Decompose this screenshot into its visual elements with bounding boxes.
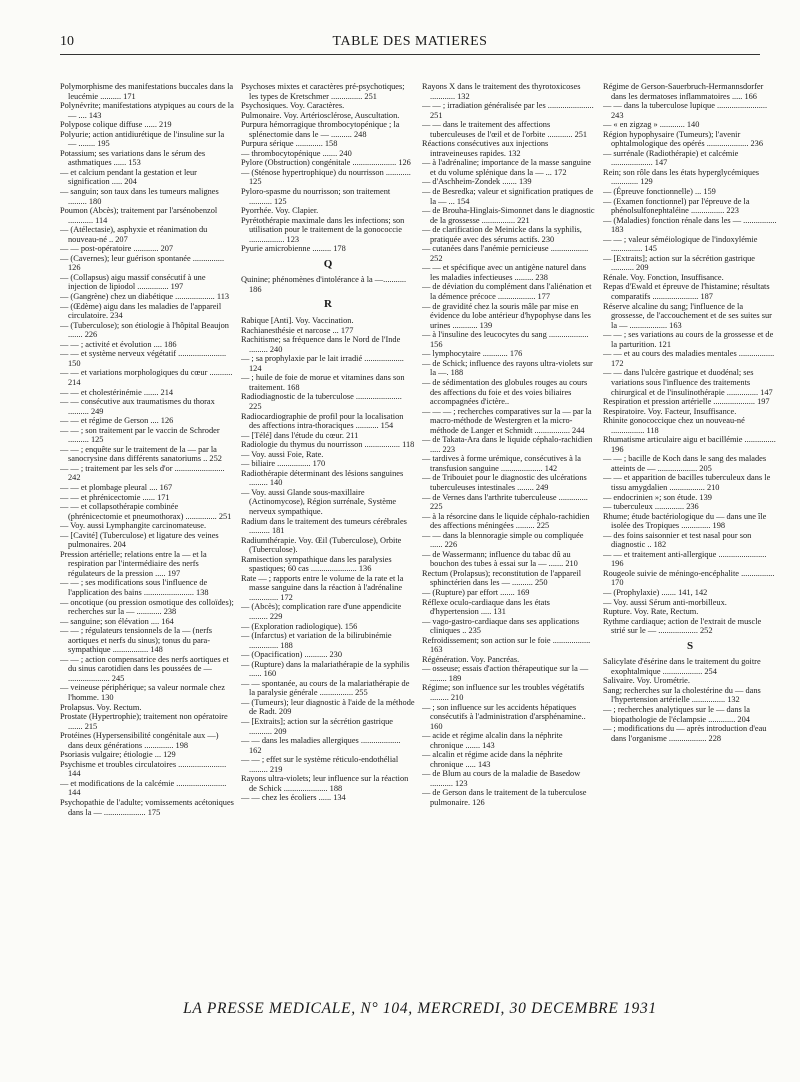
index-entry: Ramisection sympathique dans les paralysies spastiques; 60 cas ...................... 136 — [241, 554, 392, 574]
index-entry: — tardives à forme urémique, consécutives à la transfusion sanguine .................... 142 — [422, 454, 581, 473]
index-entry: — acide et régime alcalin dans la néphrite chronique ....... 143 — [422, 731, 563, 750]
index-entry: — Voy. aussi Glande sous-maxillaire (Actinomycose), Région surrénale, Système nerveux sympathique. — [241, 487, 397, 516]
index-entry: — — et apparition de bacilles tuberculeux dans le tissu amygdalien ................. 210 — [603, 473, 771, 492]
index-entry: — de clarification de Meinicke dans la syphilis, pratiquée avec des sérums actifs. 230 — [422, 225, 582, 244]
index-entry: Régénération. Voy. Pancréas. — [422, 654, 520, 664]
index-entry: Région hypophysaire (Tumeurs); l'avenir ophtalmologique des opérés .................... 236 — [603, 129, 764, 149]
index-entry: — tuberculeux .............. 236 — [603, 502, 699, 512]
section-letter: Q — [323, 257, 333, 270]
index-entry: — (Infarctus) et variation de la bilirubinémie .............. 188 — [241, 631, 392, 650]
index-entry: — (Épreuve fonctionnelle) ... 159 — [603, 187, 716, 197]
index-entry: — (Atélectasie), asphyxie et réanimation du nouveau-né .. 207 — [60, 225, 208, 244]
index-entry: Rougeole suivie de méningo-encéphalite ................ 170 — [603, 568, 775, 588]
index-entry: Radiodiagnostic de la tuberculose ...................... 225 — [241, 392, 402, 411]
index-entry: — thrombocytopénique ....... 240 — [241, 148, 352, 158]
index-entry: — — ; irradiation généralisée par les ...................... 251 — [422, 101, 594, 120]
index-entry: — — dans la tuberculose lupique ........................ 243 — [603, 101, 768, 120]
index-entry: — (Tuberculose); son étiologie à l'hôpital Beaujon ....... 226 — [60, 320, 229, 340]
index-entry: — (Collapsus) aigu massif consécutif à une injection de lipiodol ............... 197 — [60, 272, 206, 292]
index-entry: — (Rupture) dans la malariathérapie de la syphilis ...... 160 — [241, 659, 410, 679]
index-entry: Pyloro-spasme du nourrisson; son traitement ........... 125 — [241, 187, 391, 206]
index-entry: Salicylate d'ésérine dans le traitement du goitre exophtalmique ................... 254 — [603, 657, 761, 676]
index-entry: Rate — ; rapports entre le volume de la rate et la masse sanguine dans la réaction à l'adrénaline .............. 172 — [241, 573, 404, 602]
index-column-1 — [60, 82, 234, 982]
index-entry: — — ; effet sur le système réticulo-endothélial ......... 219 — [241, 755, 399, 774]
index-entry: — — et spécifique avec un antigène naturel dans les maladies infectieuses ......... 238 — [422, 263, 587, 282]
index-entry: Radium dans le traitement des tumeurs cérébrales .......... 181 — [241, 516, 407, 536]
index-entry: Potassium; ses variations dans le sérum des asthmatiques ...... 153 — [60, 148, 206, 168]
index-entry: Quinine; phénomènes d'intolérance à la —........... 186 — [241, 275, 407, 294]
index-entry: — de Brouha-Hinglais-Simonnet dans le diagnostic de la grossesse ................ 221 — [422, 206, 595, 225]
index-entry: Purpura sérique ............. 158 — [241, 139, 338, 149]
index-entry: — — et régime de Gerson .... 126 — [60, 416, 174, 426]
index-entry: — sanguin; son taux dans les tumeurs malignes ......... 180 — [60, 187, 219, 206]
index-entry: — — ; bacille de Koch dans le sang des malades atteints de — ................... 205 — [603, 454, 767, 473]
index-entry: — de sédimentation des globules rouges au cours des affections du foie et des voies biliaires accompagnées d'ictère.. — [422, 377, 588, 407]
index-entry: Radiothérapie déterminant des lésions sanguines ......... 140 — [241, 468, 404, 488]
index-entry: — « en zigzag » ............ 140 — [603, 120, 700, 130]
index-entry: — — chez les écoliers ...... 134 — [241, 793, 346, 803]
index-entry: Rupture. Voy. Rate, Rectum. — [603, 607, 699, 617]
index-entry: Rectum (Prolapsus); reconstitution de l'appareil sphinctérien dans les — .......... 250 — [422, 568, 582, 588]
index-entry: — (Maladies) fonction rénale dans les — ................ 183 — [603, 215, 777, 235]
index-entry: — — ; activité et évolution .... 186 — [60, 339, 177, 349]
index-entry: — — consécutive aux traumatismes du thorax .......... 249 — [60, 397, 215, 416]
index-entry: — cutanées dans l'anémie pernicieuse .................. 252 — [422, 244, 589, 263]
index-entry: — à la résorcine dans le liquide céphalo-rachidien des affections méningées ......... 225 — [422, 511, 590, 531]
index-column-4 — [603, 82, 777, 982]
index-entry: — (Rupture) par effort ....... 169 — [422, 587, 530, 597]
index-entry: — lymphocytaire ............ 176 — [422, 349, 523, 359]
index-entry: Rachianesthésie et narcose ... 177 — [241, 325, 354, 335]
index-entry: — biliaire ................ 170 — [241, 459, 326, 469]
index-entry: — osseuse; essais d'action thérapeutique sur la — ........ 189 — [422, 664, 589, 683]
index-entry: Pyorrhée. Voy. Clapier. — [241, 206, 319, 216]
index-entry: — — ; enquête sur le traitement de la — par la sanocrysine dans différents sanatoriums .. 252 — [60, 444, 222, 464]
index-entry: — [Télé] dans l'étude du cœur. 211 — [241, 430, 359, 440]
index-entry: Poumon (Abcès); traitement par l'arsénobenzol ............ 114 — [60, 206, 218, 225]
index-entry: — à l'adrénaline; importance de la masse sanguine et du volume splénique dans la — ... 172 — [422, 158, 592, 177]
index-entry: — oncotique (ou pression osmotique des colloïdes); recherches sur la — ............ 238 — [60, 597, 234, 617]
index-entry: Polymorphisme des manifestations buccales dans la leucémie .......... 171 — [60, 82, 234, 101]
index-entry: — ; recherches analytiques sur le — dans la biopathologie de l'éclampsie ............. 204 — [603, 705, 750, 724]
index-entry: Polynévrite; manifestations atypiques au cours de la — .... 143 — [60, 101, 234, 120]
index-entry: — (Œdème) aigu dans les maladies de l'appareil circulatoire. 234 — [60, 301, 222, 321]
index-entry: — de Gerson dans le traitement de la tuberculose pulmonaire. 126 — [422, 788, 587, 808]
index-entry: — — ; ses modifications sous l'influence de l'application des bains ........................ 138 — [60, 578, 209, 597]
index-entry: — — — ; recherches comparatives sur la — par la macro-méthode de Westergren et la micro-méthode de Langer et Schmidt ................. 244 — [422, 406, 592, 435]
index-entry: Polyurie; action antidiurétique de l'insuline sur la — ........ 195 — [60, 129, 225, 149]
index-entry: Pylore (Obstruction) congénitale ..................... 126 — [241, 158, 411, 168]
index-entry: Prolapsus. Voy. Rectum. — [60, 702, 142, 712]
index-entry: — surrénale (Radiothérapie) et calcémie .................... 147 — [603, 148, 739, 168]
index-entry: Radiumthérapie. Voy. Œil (Tuberculose), Orbite (Tuberculose). — [241, 535, 402, 555]
index-entry: — de Schick; influence des rayons ultra-violets sur la —. 188 — [422, 358, 593, 378]
index-entry: — — ; ses variations au cours de la grossesse et de la parturition. 121 — [603, 330, 774, 349]
page-number: 10 — [60, 34, 74, 49]
index-entry: Respiratoire. Voy. Facteur, Insuffisance. — [603, 406, 737, 416]
index-entry: — de Besredka; valeur et signification pratiques de la — ... 154 — [422, 187, 594, 206]
index-entry: Prostate (Hypertrophie); traitement non opératoire ....... 215 — [60, 712, 228, 731]
index-entry: — — et variations morphologiques du cœur ........... 214 — [60, 368, 233, 387]
index-entry: — — ; valeur séméiologique de l'indoxylémie ............... 145 — [603, 234, 758, 254]
index-entry: — Voy. aussi Sérum anti-morbilleux. — [603, 597, 727, 607]
index-entry: — [Cavité] (Tuberculose) et ligature des veines pulmonaires. 204 — [60, 530, 219, 550]
index-entry: — — et traitement anti-allergique ....................... 196 — [603, 549, 767, 569]
index-entry: Rythme cardiaque; action de l'extrait de muscle strié sur le — ................... 252 — [603, 616, 762, 636]
index-entry: — (Exploration radiologique). 156 — [241, 621, 358, 631]
index-entry: Rhinite gonococcique chez un nouveau-né ................ 118 — [603, 416, 745, 435]
index-entry: — (Sténose hypertrophique) du nourrisson ............ 125 — [241, 167, 411, 187]
index-entry: — Voy. aussi Foie, Rate. — [241, 449, 324, 459]
index-entry: — — et cholestérinémie ....... 214 — [60, 387, 174, 397]
index-entry: Pression artérielle; relations entre la — et la respiration par l'intermédiaire des nerfs régulateurs de la pression ..... 197 — [60, 549, 207, 578]
index-entry: Protéines (Hypersensibilité congénitale aux —) dans deux générations .............. 198 — [60, 731, 219, 750]
index-entry: Rabique [Anti]. Voy. Vaccination. — [241, 316, 354, 326]
index-entry: — — dans les maladies allergiques ................... 162 — [241, 736, 401, 755]
index-column-2 — [241, 82, 415, 982]
index-entry: — ; sa prophylaxie par le lait irradié ................... 124 — [241, 354, 404, 373]
index-entry: — (Prophylaxie) ....... 141, 142 — [603, 587, 708, 597]
index-entry: Purpura hémorragique thrombocytopénique ; la splénectomie dans le — .......... 248 — [241, 120, 400, 139]
index-entry: — — et au cours des maladies mentales ................. 172 — [603, 349, 775, 368]
index-entry: — et modifications de la calcémie ........................ 144 — [60, 778, 227, 798]
index-entry: — — ; régulateurs tensionnels de la — (nerfs aortiques et nerfs du sinus); tonus du para-sympathique ................. 148 — [60, 626, 213, 655]
page-header — [60, 30, 760, 55]
index-entry: — Voy. aussi Lymphangite carcinomateuse. — [60, 521, 207, 531]
index-entry: — de Blum au cours de la maladie de Basedow ........... 123 — [422, 769, 581, 788]
index-entry: Rénale. Voy. Fonction, Insuffisance. — [603, 272, 724, 282]
index-entry: — endocrinien »; son étude. 139 — [603, 492, 712, 502]
index-entry: — [Extraits]; action sur la sécrétion gastrique ........... 209 — [603, 253, 755, 273]
index-columns — [60, 82, 780, 982]
index-entry: Salivaire. Voy. Urométrie. — [603, 676, 690, 686]
index-entry: — ; modifications du — après introduction d'eau dans l'organisme .................. 228 — [603, 724, 767, 743]
index-entry: Pyurie amicrobienne ......... 178 — [241, 244, 346, 254]
section-letter: S — [686, 639, 694, 652]
index-entry: — des foins saisonnier et test nasal pour son diagnostic .. 182 — [603, 530, 752, 550]
index-entry: — ; huile de foie de morue et vitamines dans son traitement. 168 — [241, 373, 405, 392]
index-entry: Polypose colique diffuse ...... 219 — [60, 120, 172, 130]
index-entry: — — et système nerveux végétatif ....................... 150 — [60, 349, 227, 368]
index-entry: — [Extraits]; action sur la sécrétion gastrique ........... 209 — [241, 717, 393, 736]
index-entry: Réflexe oculo-cardiaque dans les états d'hypertension ..... 131 — [422, 597, 550, 617]
index-entry: — (Abcès); complication rare d'une appendicite ......... 229 — [241, 602, 402, 621]
index-entry: Repas d'Ewald et épreuve de l'histamine; résultats comparatifs ...................... 187 — [603, 282, 770, 302]
index-entry: Rhumatisme articulaire aigu et bacillémie ............... 196 — [603, 435, 776, 454]
index-entry: Sang; recherches sur la cholestérine du — dans l'hypertension artérielle ................ 132 — [603, 685, 761, 705]
index-entry: — — dans la blennoragie simple ou compliquée ...... 226 — [422, 530, 584, 550]
index-entry: — à l'insuline des leucocytes du sang ................... 156 — [422, 330, 589, 349]
index-entry: Radiocardiographie de profil pour la localisation des affections intra-thoraciques ........... 154 — [241, 411, 404, 431]
index-entry: Régime de Gerson-Sauerbruch-Hermannsdorfer dans les dermatoses inflammatoires ..... 166 — [603, 82, 764, 101]
index-entry: — — spontanée, au cours de la malariathérapie de la paralysie générale ................ 255 — [241, 678, 410, 698]
index-entry: — — post-opératoire ............ 207 — [60, 244, 174, 254]
index-entry: — de gravidité chez la souris mâle par mise en évidence du lobe antérieur d'hypophyse dans les urines ............ 139 — [422, 301, 591, 330]
index-entry: — — ; traitement par les sels d'or ........................ 242 — [60, 463, 225, 483]
index-entry: — de Tribouiet pour le diagnostic des ulcérations tuberculeuses intestinales ........ 249 — [422, 473, 587, 492]
index-entry: — sanguine; son élévation .... 164 — [60, 616, 174, 626]
running-title: TABLE DES MATIERES — [332, 34, 488, 49]
index-entry: — — dans l'ulcère gastrique et duodénal; ses variations sous l'influence des traitements chirurgical et de l'insulinothérapie ............... 147 — [603, 368, 773, 397]
index-entry: — (Tumeurs); leur diagnostic à l'aide de la méthode de Radt. 209 — [241, 697, 415, 717]
index-column-3 — [422, 82, 596, 982]
index-entry: — — et plombage pleural .... 167 — [60, 482, 173, 492]
index-entry: — — dans le traitement des affections tuberculeuses de l'œil et de l'orbite ............ 251 — [422, 120, 588, 139]
index-entry: Psychopathie de l'adulte; vomissements acétoniques dans la — .................... 175 — [60, 798, 234, 817]
index-entry: — de Wassermann; influence du tabac dû au bouchon des tubes à essai sur la — ....... 210 — [422, 549, 578, 569]
index-entry: Rein; son rôle dans les états hyperglycémiques ............. 129 — [603, 167, 760, 187]
journal-footer: LA PRESSE MEDICALE, N° 104, MERCREDI, 30 DECEMBRE 1931 — [183, 1000, 657, 1017]
index-entry: Psychosiques. Voy. Caractères. — [241, 101, 345, 111]
index-entry: — — ; action compensatrice des nerfs aortiques et du sinus carotidien dans les poussées de — .................... 245 — [60, 654, 229, 683]
index-entry: — — et phrénicectomie ...... 171 — [60, 492, 170, 502]
index-entry: Psoriasis vulgaire; étiologie ... 129 — [60, 750, 176, 760]
index-entry: — d'Aschheim-Zondek ....... 139 — [422, 177, 532, 187]
index-entry: Rachitisme; sa fréquence dans le Nord de l'Inde ......... 240 — [241, 335, 401, 354]
index-entry: Rhume; étude bactériologique du — dans une île isolée des Tropiques .............. 198 — [603, 511, 767, 531]
index-entry: Réactions consécutives aux injections intraveineuses rapides. 132 — [422, 139, 549, 158]
index-entry: Respiration et pression artérielle .................... 197 — [603, 397, 770, 407]
index-entry: — (Opacification) ........... 230 — [241, 650, 343, 660]
index-entry: Pulmonaire. Voy. Artériosclérose, Auscultation. — [241, 110, 400, 120]
index-entry: Réserve alcaline du sang; l'influence de la grossesse, de l'accouchement et de ses suites sur la — .................. 163 — [603, 301, 772, 330]
index-entry: — (Cavernes); leur guérison spontanée ............... 126 — [60, 253, 225, 273]
index-entry: — veineuse périphérique; sa valeur normale chez l'homme. 130 — [60, 683, 225, 702]
index-entry: — de Vernes dans l'arthrite tuberculeuse .............. 225 — [422, 492, 588, 512]
index-entry: Radiologie du thymus du nourrisson ................. 118 — [241, 440, 415, 450]
index-entry: — (Examen fonctionnel) par l'épreuve de la phénolsulfonephtaléine ................ 223 — [603, 196, 750, 216]
index-entry: — ; son influence sur les accidents hépatiques consécutifs à l'administration d'arsphénamine.. 160 — [422, 702, 586, 731]
index-entry: — — et collapsothérapie combinée (phrénicectomie et pneumothorax) ............... 251 — [60, 502, 232, 521]
index-entry: — — ; son traitement par le vaccin de Schroder .......... 125 — [60, 425, 220, 445]
index-entry: Rayons ultra-violets; leur influence sur la réaction de Schick ..................... 188 — [241, 774, 409, 793]
section-letter: R — [324, 298, 332, 311]
index-entry: — de déviation du complément dans l'aliénation et la démence précoce .................. 177 — [422, 282, 592, 302]
index-entry: — (Gangrène) chez un diabétique ................... 113 — [60, 292, 230, 302]
index-entry: Psychisme et troubles circulatoires ....................... 144 — [60, 759, 227, 779]
index-entry: Refroidissement; son action sur le foie .................. 163 — [422, 635, 591, 655]
index-entry: Rayons X dans le traitement des thyrotoxicoses ............ 132 — [422, 82, 581, 101]
index-entry: Régime; son influence sur les troubles végétatifs ......... 210 — [422, 683, 585, 702]
index-entry: — et calcium pendant la gestation et leur signification ..... 204 — [60, 167, 197, 187]
index-entry: Psychoses mixtes et caractères pré-psychotiques; les types de Kretschmer ............... 251 — [241, 82, 405, 101]
index-entry: — alcalin et régime acide dans la néphrite chronique ..... 143 — [422, 750, 563, 769]
index-entry: Pyrétothérapie maximale dans les infections; son utilisation pour le traitement de la gonococcie ................. 123 — [241, 215, 405, 244]
index-entry: — de Takata-Ara dans le liquide céphalo-rachidien ..... 223 — [422, 435, 593, 454]
index-entry: — vago-gastro-cardiaque dans ses applications cliniques .. 235 — [422, 616, 580, 636]
